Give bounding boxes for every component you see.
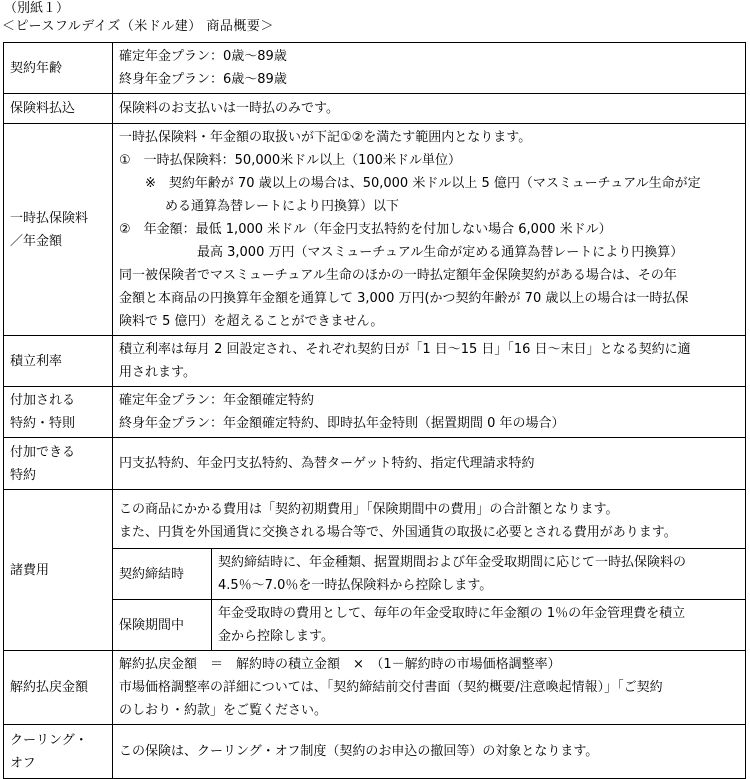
label-line: 特約・特則 [10,416,76,431]
content-line: 金から控除します。 [218,629,334,644]
row-content-accumulation-rate [113,336,746,387]
content-line: 一時払保険料・年金額の取扱いが下記①②を満たす範囲内となります。 [119,130,532,145]
row-contract-age [4,43,746,94]
content-line: 保険料のお支払いは一時払のみです。 [119,101,339,116]
content-line: 年金受取時の費用として、毎年の年金受取時に年金額の 1％の年金管理費を積立 [218,606,686,621]
content-line: 契約締結時に、年金種類、据置期間および年金受取期間に応じて一時払保険料の [218,555,687,570]
content-line: める通算為替レートにより円換算）以下 [165,199,400,214]
fees-intro [113,490,745,548]
content-line: また、円貨を外国通貨に交換される場合等で、外国通貨の取扱に必要とされる費用があります。 [119,525,677,540]
row-label-attached-riders [4,387,113,438]
row-content-single-premium-annuity [113,124,746,336]
row-content-fees [113,490,746,651]
document-heading: ＜ピースフルデイズ（米ドル建） 商品概要＞ [2,19,274,34]
content-line: 金額と本商品の円換算年金額を通算して 3,000 万円(かつ契約年齢が 70 歳以上の場合は一時払保 [119,291,689,306]
content-line: 終身年金プラン：年金額確定特約、即時払年金特則（据置期間 0 年の場合） [119,416,565,431]
fees-subcontent-period [212,600,746,651]
attachment-label: （別紙１） [4,1,70,16]
row-label-accumulation-rate: 積立利率 [4,336,113,387]
row-content-premium-payment [113,94,746,124]
content-line: ① 一時払保険料：50,000米ドル以上（100米ドル単位） [119,153,461,168]
fees-sublabel-contract: 契約締結時 [113,549,212,600]
content-line: 終身年金プラン：6歳～89歳 [119,72,287,87]
label-line: ／年金額 [10,233,63,249]
label-line: 付加できる [10,444,76,460]
content-line: 同一被保険者でマスミューチュアル生命のほかの一時払定額年金保険契約がある場合は、その年 [119,268,677,283]
content-line: 確定年金プラン：0歳～89歳 [119,49,287,64]
row-label-single-premium-annuity [4,124,113,336]
content-line: 解約払戻金額 ＝ 解約時の積立金額 × （1－解約時の市場価格調整率） [119,657,561,672]
row-attached-riders [4,387,746,438]
row-optional-riders [4,438,746,490]
row-content-optional-riders [113,438,746,490]
label-line: クーリング・ [10,732,88,748]
content-line: この保険は、クーリング・オフ制度（契約のお申込の撤回等）の対象となります。 [119,744,599,759]
row-label-fees: 諸費用 [4,490,113,651]
fees-subcontent-contract [212,549,746,600]
row-content-surrender-value [113,651,746,725]
row-label-optional-riders [4,438,113,490]
fees-sublabel-period: 保険期間中 [113,600,212,651]
row-content-attached-riders [113,387,746,438]
content-line: ② 年金額：最低 1,000 米ドル（年金円支払特約を付加しない場合 6,000 米ドル） [119,222,612,237]
content-line: ※ 契約年齢が 70 歳以上の場合は、50,000 米ドル以上 5 億円（マスミューチュアル生命が定 [145,176,701,191]
row-content-cooling-off [113,725,746,779]
row-surrender-value [4,651,746,725]
row-cooling-off [4,725,746,779]
content-line: 確定年金プラン：年金額確定特約 [119,393,315,408]
content-line: 円支払特約、年金円支払特約、為替ターゲット特約、指定代理請求特約 [119,456,535,471]
content-line: のしおり・約款」をご覧ください。 [119,703,328,718]
row-label-surrender-value: 解約払戻金額 [4,651,113,725]
content-line: 最高 3,000 万円（マスミューチュアル生命が定める通算為替レートにより円換算） [197,245,684,260]
fees-subtable [113,548,745,650]
row-premium-payment [4,94,746,124]
row-accumulation-rate [4,336,746,387]
label-line: 一時払保険料 [10,210,89,226]
content-line: 険料で 5 億円）を超えることができません。 [119,314,384,329]
product-summary-table [3,42,746,779]
row-content-contract-age [113,43,746,94]
content-line: この商品にかかる費用は「契約初期費用」「保険期間中の費用」の合計額となります。 [119,502,619,517]
row-label-premium-payment: 保険料払込 [4,94,113,124]
row-fees [4,490,746,651]
content-line: 市場価格調整率の詳細については、「契約締結前交付書面（契約概要/注意喚起情報）」「ご契約 [119,680,663,695]
row-label-cooling-off [4,725,113,779]
fees-subrow-period [113,600,745,651]
content-line: 用されます。 [119,365,196,380]
content-line: 4.5％～7.0％を一時払保険料から控除します。 [218,578,493,593]
row-label-contract-age: 契約年齢 [4,43,113,94]
row-single-premium-annuity [4,124,746,336]
fees-subrow-contract [113,549,745,600]
content-line: 積立利率は毎月 2 回設定され、それぞれ契約日が「1 日～15 日」「16 日～末日」となる契約に適 [119,342,691,357]
label-line: オフ [10,755,36,771]
label-line: 特約 [10,467,37,483]
label-line: 付加される [10,393,76,408]
